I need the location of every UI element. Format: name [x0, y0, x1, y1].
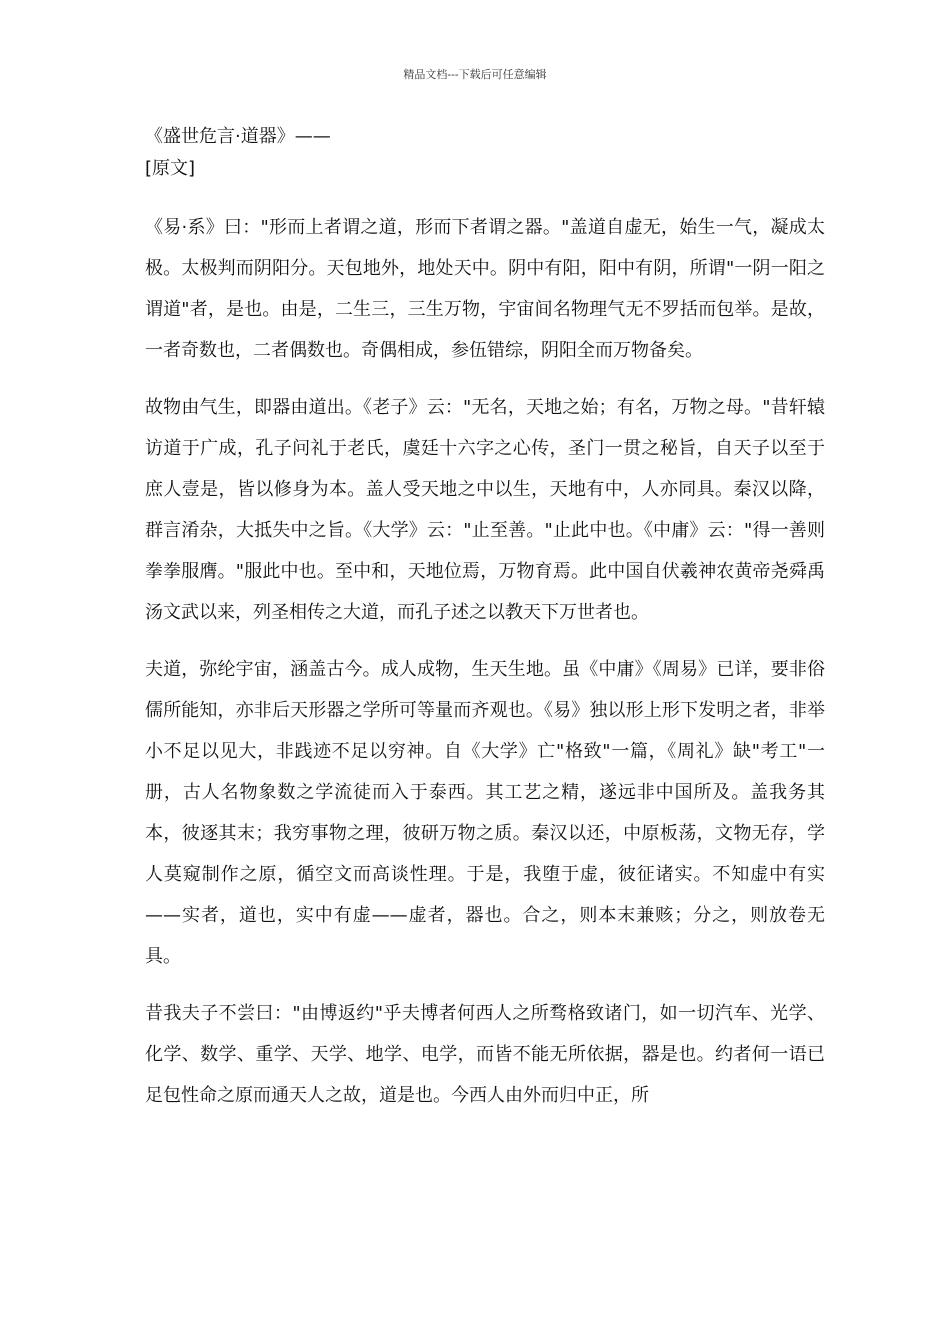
document-subtitle: [原文]: [145, 158, 196, 179]
document-title: 《盛世危言·道器》——: [145, 126, 331, 147]
paragraph-4: 昔我夫子不尝曰："由博返约"乎夫博者何西人之所骛格致诸门，如一切汽车、光学、化学、数学、重学、天学、地学、电学，而皆不能无所依据，器是也。约者何一语已足包性命之原而通天人之故，道是也。今西人由外而归中正，所: [145, 1003, 825, 1106]
paragraph-1: 《易·系》曰："形而上者谓之道，形而下者谓之器。"盖道自虚无，始生一气，凝成太极。太极判而阴阳分。天包地外，地处天中。阴中有阳，阳中有阴，所谓"一阴一阳之谓道"者，是也。由是，二生三，三生万物，宇宙间名物理气无不罗括而包举。是故，一者奇数也，二者偶数也。奇偶相成，参伍错综，阴阳全而万物备矣。: [145, 217, 825, 361]
paragraph-3: 夫道，弥纶宇宙，涵盖古今。成人成物，生天生地。虽《中庸》《周易》已详，要非俗儒所能知，亦非后天形器之学所可等量而齐观也。《易》独以形上形下发明之者，非举小不足以见大，非践迹不足以穷神。自《大学》亡"格致"一篇，《周礼》缺"考工"一册，古人名物象数之学流徒而入于泰西。其工艺之精，遂远非中国所及。盖我务其本，彼逐其末；我穷事物之理，彼研万物之质。秦汉以还，中原板荡，文物无存，学人莫窥制作之原，循空文而高谈性理。于是，我堕于虚，彼征诸实。不知虚中有实——实者，道也，实中有虚——虚者，器也。合之，则本末兼赅；分之，则放卷无具。: [145, 659, 825, 967]
document-body: [145, 121, 825, 1132]
paragraph-2: 故物由气生，即器由道出。《老子》云："无名，天地之始；有名，万物之母。"昔轩辕访道于广成，孔子问礼于老氏，虞廷十六字之心传，圣门一贯之秘旨，自天子以至于庶人壹是，皆以修身为本。盖人受天地之中以生，天地有中，人亦同具。秦汉以降，群言淆杂，大抵失中之旨。《大学》云："止至善。"止此中也。《中庸》云："得一善则拳拳服膺。"服此中也。至中和，天地位焉，万物育焉。此中国自伏羲神农黄帝尧舜禹汤文武以来，列圣相传之大道，而孔子述之以教天下万世者也。: [145, 397, 825, 623]
page-header: 精品文档---下载后可任意编辑: [403, 68, 547, 81]
